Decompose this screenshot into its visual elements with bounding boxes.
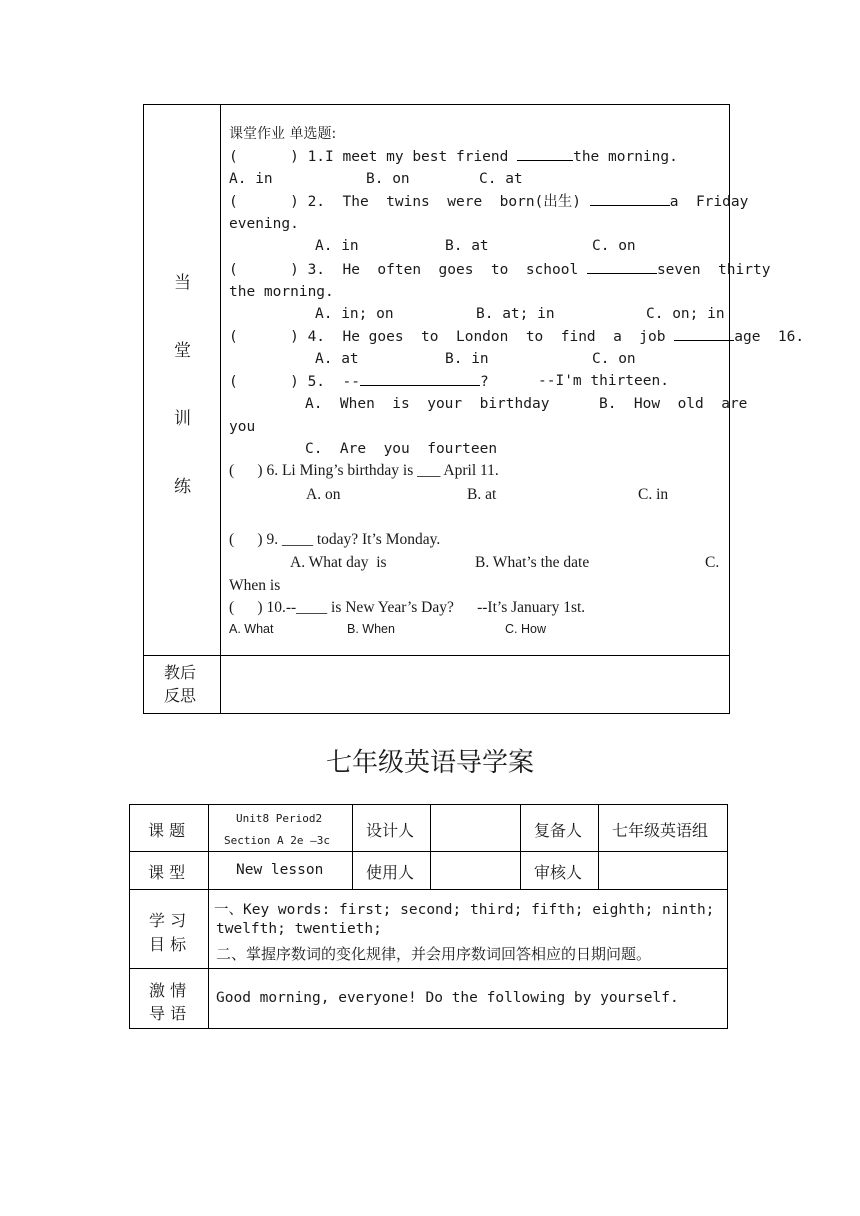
option: C. How xyxy=(505,622,546,636)
option: A. in; on xyxy=(315,306,394,322)
option: B. How old are xyxy=(599,396,748,412)
intro-label: 激 情 xyxy=(149,981,187,1000)
option: B. on xyxy=(366,171,410,187)
reviewer-value: 七年级英语组 xyxy=(612,821,709,840)
intro-text: Good morning, everyone! Do the following by yourself. xyxy=(216,990,679,1006)
question-6: ( ) 6. Li Ming’s birthday is ___ April 11. xyxy=(229,462,499,479)
question-10: ( ) 10.--____ is New Year’s Day? --It’s January 1st. xyxy=(229,599,586,616)
question-text: evening. xyxy=(229,216,299,232)
question-text: the morning. xyxy=(229,284,334,300)
option: B. at; in xyxy=(476,306,555,322)
option: C. on; in xyxy=(646,306,725,322)
option: C. in xyxy=(638,486,669,503)
auditor-label: 审核人 xyxy=(534,863,583,882)
user-label: 使用人 xyxy=(366,863,415,882)
option: B. in xyxy=(445,351,489,367)
question-5: ( ) 5. -- ? xyxy=(229,371,489,392)
reflection-label: 教后 xyxy=(164,663,197,682)
option: B. When xyxy=(347,622,395,636)
reviewer-label: 复备人 xyxy=(534,821,583,840)
side-label-char: 练 xyxy=(174,477,191,497)
goal-label: 学 习 xyxy=(149,911,187,930)
designer-label: 设计人 xyxy=(366,821,415,840)
option: C. on xyxy=(592,238,636,254)
question-1: ( ) 1.I meet my best friend the morning. xyxy=(229,146,678,167)
topic-value: Unit8 Period2 xyxy=(236,812,323,825)
option: C. xyxy=(705,554,720,571)
intro-label: 导 语 xyxy=(149,1004,187,1023)
goal-text: 二、掌握序数词的变化规律，并会用序数词回答相应的日期问题。 xyxy=(216,945,652,963)
option: C. on xyxy=(592,351,636,367)
type-value: New lesson xyxy=(236,862,324,878)
option: A. in xyxy=(315,238,359,254)
option: B. at xyxy=(467,486,497,503)
option: you xyxy=(229,419,256,435)
option: A. on xyxy=(306,486,341,503)
option: B. at xyxy=(445,238,489,254)
question-9: ( ) 9. ____ today? It’s Monday. xyxy=(229,531,441,548)
question-3: ( ) 3. He often goes to school seven thirty xyxy=(229,259,770,280)
goal-text: twelfth; twentieth; xyxy=(216,921,382,937)
option: A. When is your birthday xyxy=(305,396,550,412)
reflection-label: 反思 xyxy=(164,686,197,705)
side-label-char: 当 xyxy=(174,273,191,293)
option: A. in xyxy=(229,171,273,187)
question-2: ( ) 2. The twins were born(出生) a Friday xyxy=(229,191,748,212)
option: A. What day is xyxy=(290,554,387,571)
exercise-heading: 课堂作业 单选题: xyxy=(229,126,337,142)
option: When is xyxy=(229,577,281,594)
option: C. at xyxy=(479,171,523,187)
side-label-char: 训 xyxy=(174,409,191,429)
option: A. at xyxy=(315,351,359,367)
question-text: --I'm thirteen. xyxy=(538,373,669,389)
type-label: 课 型 xyxy=(148,863,186,882)
side-label-char: 堂 xyxy=(174,341,191,361)
topic-value: Section A 2e —3c xyxy=(224,834,330,847)
goal-text: 一、Key words: first; second; third; fifth; eighth; ninth; xyxy=(214,902,715,918)
option: A. What xyxy=(229,622,274,636)
option: B. What’s the date xyxy=(475,554,590,571)
page-title: 七年级英语导学案 xyxy=(325,748,534,778)
goal-label: 目 标 xyxy=(149,935,187,954)
option: C. Are you fourteen xyxy=(305,441,498,457)
topic-label: 课 题 xyxy=(148,821,186,840)
question-4: ( ) 4. He goes to London to find a job age 16. xyxy=(229,326,804,347)
